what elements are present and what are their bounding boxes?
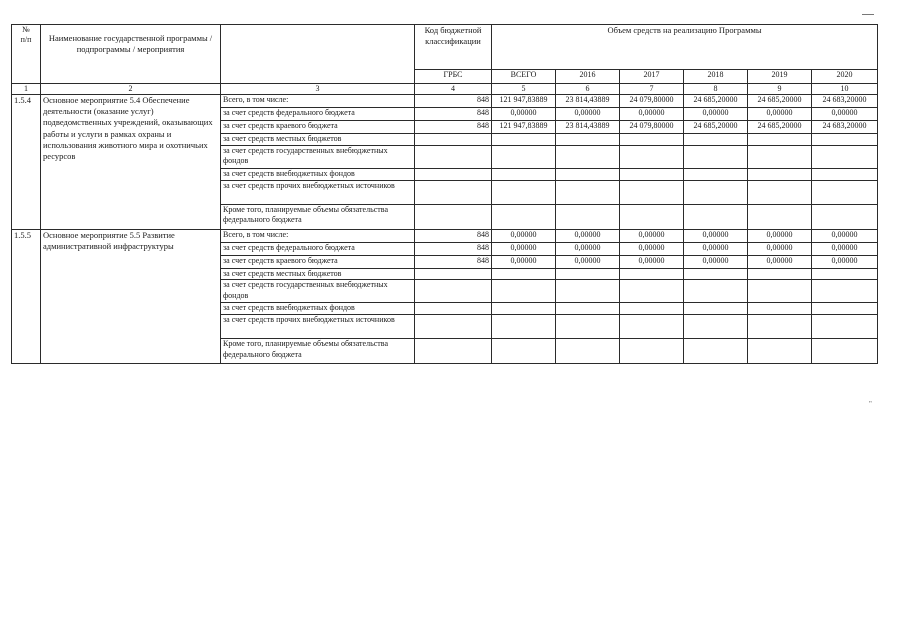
col-number: 1 [12, 84, 41, 95]
col-no-header: № п/п [12, 25, 41, 84]
year-value [620, 303, 684, 315]
year-value [620, 134, 684, 145]
year-value: 0,00000 [620, 255, 684, 268]
year-value [620, 204, 684, 229]
year-value: 0,00000 [556, 242, 620, 255]
total-value: 0,00000 [492, 108, 556, 121]
total-value: 121 947,83889 [492, 95, 556, 108]
total-value [492, 303, 556, 315]
footer-mark: " [869, 400, 872, 408]
year-value [684, 180, 748, 204]
grbs-header: ГРБС [415, 70, 492, 84]
year-value [748, 180, 812, 204]
section-number: 1.5.5 [12, 229, 41, 363]
total-value: 0,00000 [492, 229, 556, 242]
year-value [812, 134, 878, 145]
year-value [748, 280, 812, 303]
total-header: ВСЕГО [492, 70, 556, 84]
year-value [748, 204, 812, 229]
total-value [492, 204, 556, 229]
year-value [812, 180, 878, 204]
total-value [492, 168, 556, 180]
year-value [812, 303, 878, 315]
funding-source: Кроме того, планируемые объемы обязательства федерального бюджета [221, 204, 415, 229]
year-value [812, 315, 878, 339]
funding-source: Всего, в том числе: [221, 229, 415, 242]
year-value: 24 683,20000 [812, 121, 878, 134]
total-value: 0,00000 [492, 242, 556, 255]
column-number-row [12, 84, 878, 95]
year-value [556, 180, 620, 204]
year-value [620, 168, 684, 180]
year-value: 0,00000 [620, 229, 684, 242]
year-value [684, 280, 748, 303]
funding-source: Кроме того, планируемые объемы обязательства федерального бюджета [221, 339, 415, 364]
year-header: 2017 [620, 70, 684, 84]
year-value [556, 268, 620, 279]
grbs-code: 848 [415, 108, 492, 121]
year-value [556, 339, 620, 364]
scan-mark [862, 14, 874, 15]
grbs-code [415, 168, 492, 180]
section-number: 1.5.4 [12, 95, 41, 229]
total-value: 0,00000 [492, 255, 556, 268]
year-value: 0,00000 [748, 255, 812, 268]
year-value [684, 268, 748, 279]
col-code-header: Код бюджетной классификации [415, 25, 492, 70]
year-value: 0,00000 [556, 229, 620, 242]
year-value [812, 168, 878, 180]
year-value [748, 303, 812, 315]
total-value [492, 145, 556, 168]
year-value [620, 145, 684, 168]
funding-source: за счет средств внебюджетных фондов [221, 168, 415, 180]
year-value [556, 145, 620, 168]
funding-source: за счет средств федерального бюджета [221, 108, 415, 121]
funding-source: за счет средств государственных внебюджетных фондов [221, 145, 415, 168]
year-value [748, 339, 812, 364]
year-value [748, 315, 812, 339]
funding-source: за счет средств внебюджетных фондов [221, 303, 415, 315]
year-header: 2020 [812, 70, 878, 84]
year-value [556, 168, 620, 180]
year-value [812, 339, 878, 364]
year-value [812, 280, 878, 303]
table-row [12, 95, 878, 108]
section-name: Основное мероприятие 5.4 Обеспечение деятельности (оказание услуг) подведомственных учреждений, оказывающих работы и услуги в рамках охраны и использования животного мира и охотничьих ресурсов [41, 95, 221, 229]
grbs-code [415, 280, 492, 303]
grbs-code [415, 180, 492, 204]
year-value [748, 268, 812, 279]
header-row [12, 25, 878, 70]
grbs-code [415, 204, 492, 229]
total-value [492, 268, 556, 279]
col-number: 9 [748, 84, 812, 95]
grbs-code: 848 [415, 95, 492, 108]
total-value: 121 947,83889 [492, 121, 556, 134]
year-value [620, 268, 684, 279]
year-value [748, 134, 812, 145]
year-value: 0,00000 [748, 108, 812, 121]
year-value [748, 145, 812, 168]
year-value: 0,00000 [748, 229, 812, 242]
year-value: 0,00000 [812, 108, 878, 121]
total-value [492, 280, 556, 303]
year-value: 0,00000 [556, 255, 620, 268]
year-value [684, 145, 748, 168]
funding-source: за счет средств прочих внебюджетных источников [221, 315, 415, 339]
col-number: 7 [620, 84, 684, 95]
funding-source: за счет средств федерального бюджета [221, 242, 415, 255]
year-value: 0,00000 [812, 229, 878, 242]
year-value: 23 814,43889 [556, 95, 620, 108]
year-value: 0,00000 [812, 242, 878, 255]
year-value [556, 134, 620, 145]
year-value [556, 280, 620, 303]
total-value [492, 134, 556, 145]
table-row [12, 229, 878, 242]
year-value: 0,00000 [748, 242, 812, 255]
year-value: 0,00000 [556, 108, 620, 121]
col-number: 2 [41, 84, 221, 95]
col-number: 6 [556, 84, 620, 95]
year-value [556, 315, 620, 339]
year-value [620, 280, 684, 303]
year-value: 24 079,80000 [620, 121, 684, 134]
year-value: 24 079,80000 [620, 95, 684, 108]
year-value [812, 204, 878, 229]
year-value [684, 303, 748, 315]
col-number: 4 [415, 84, 492, 95]
year-value: 24 685,20000 [748, 95, 812, 108]
total-value [492, 339, 556, 364]
year-value: 0,00000 [812, 255, 878, 268]
year-value: 24 685,20000 [684, 121, 748, 134]
funding-source: за счет средств государственных внебюджетных фондов [221, 280, 415, 303]
total-value [492, 315, 556, 339]
grbs-code [415, 339, 492, 364]
year-value: 0,00000 [684, 242, 748, 255]
year-value: 0,00000 [684, 108, 748, 121]
col-empty-header [221, 25, 415, 84]
year-value [556, 204, 620, 229]
year-header: 2018 [684, 70, 748, 84]
year-value [620, 315, 684, 339]
year-value [684, 134, 748, 145]
year-value [812, 268, 878, 279]
funding-source: Всего, в том числе: [221, 95, 415, 108]
grbs-code [415, 268, 492, 279]
year-value [684, 315, 748, 339]
year-value [620, 180, 684, 204]
grbs-code [415, 145, 492, 168]
total-value [492, 180, 556, 204]
grbs-code [415, 303, 492, 315]
funding-source: за счет средств краевого бюджета [221, 255, 415, 268]
year-value: 0,00000 [684, 255, 748, 268]
year-value: 0,00000 [620, 242, 684, 255]
funding-source: за счет средств местных бюджетов [221, 134, 415, 145]
grbs-code: 848 [415, 229, 492, 242]
year-value: 23 814,43889 [556, 121, 620, 134]
col-name-header: Наименование государственной программы / подпрограммы / мероприятия [41, 25, 221, 84]
funding-source: за счет средств краевого бюджета [221, 121, 415, 134]
col-number: 8 [684, 84, 748, 95]
grbs-code [415, 315, 492, 339]
year-value: 0,00000 [684, 229, 748, 242]
funding-source: за счет средств местных бюджетов [221, 268, 415, 279]
year-value [812, 145, 878, 168]
year-value [620, 339, 684, 364]
year-value: 0,00000 [620, 108, 684, 121]
year-value [684, 339, 748, 364]
section-name: Основное мероприятие 5.5 Развитие административной инфраструктуры [41, 229, 221, 363]
budget-table [11, 24, 878, 364]
funding-source: за счет средств прочих внебюджетных источников [221, 180, 415, 204]
year-value [748, 168, 812, 180]
year-value: 24 685,20000 [748, 121, 812, 134]
year-value: 24 683,20000 [812, 95, 878, 108]
year-value: 24 685,20000 [684, 95, 748, 108]
year-header: 2016 [556, 70, 620, 84]
year-value [684, 204, 748, 229]
year-header: 2019 [748, 70, 812, 84]
col-volume-header: Объем средств на реализацию Программы [492, 25, 878, 70]
grbs-code: 848 [415, 255, 492, 268]
col-number: 3 [221, 84, 415, 95]
col-number: 10 [812, 84, 878, 95]
year-value [556, 303, 620, 315]
year-value [684, 168, 748, 180]
grbs-code [415, 134, 492, 145]
col-number: 5 [492, 84, 556, 95]
grbs-code: 848 [415, 242, 492, 255]
grbs-code: 848 [415, 121, 492, 134]
